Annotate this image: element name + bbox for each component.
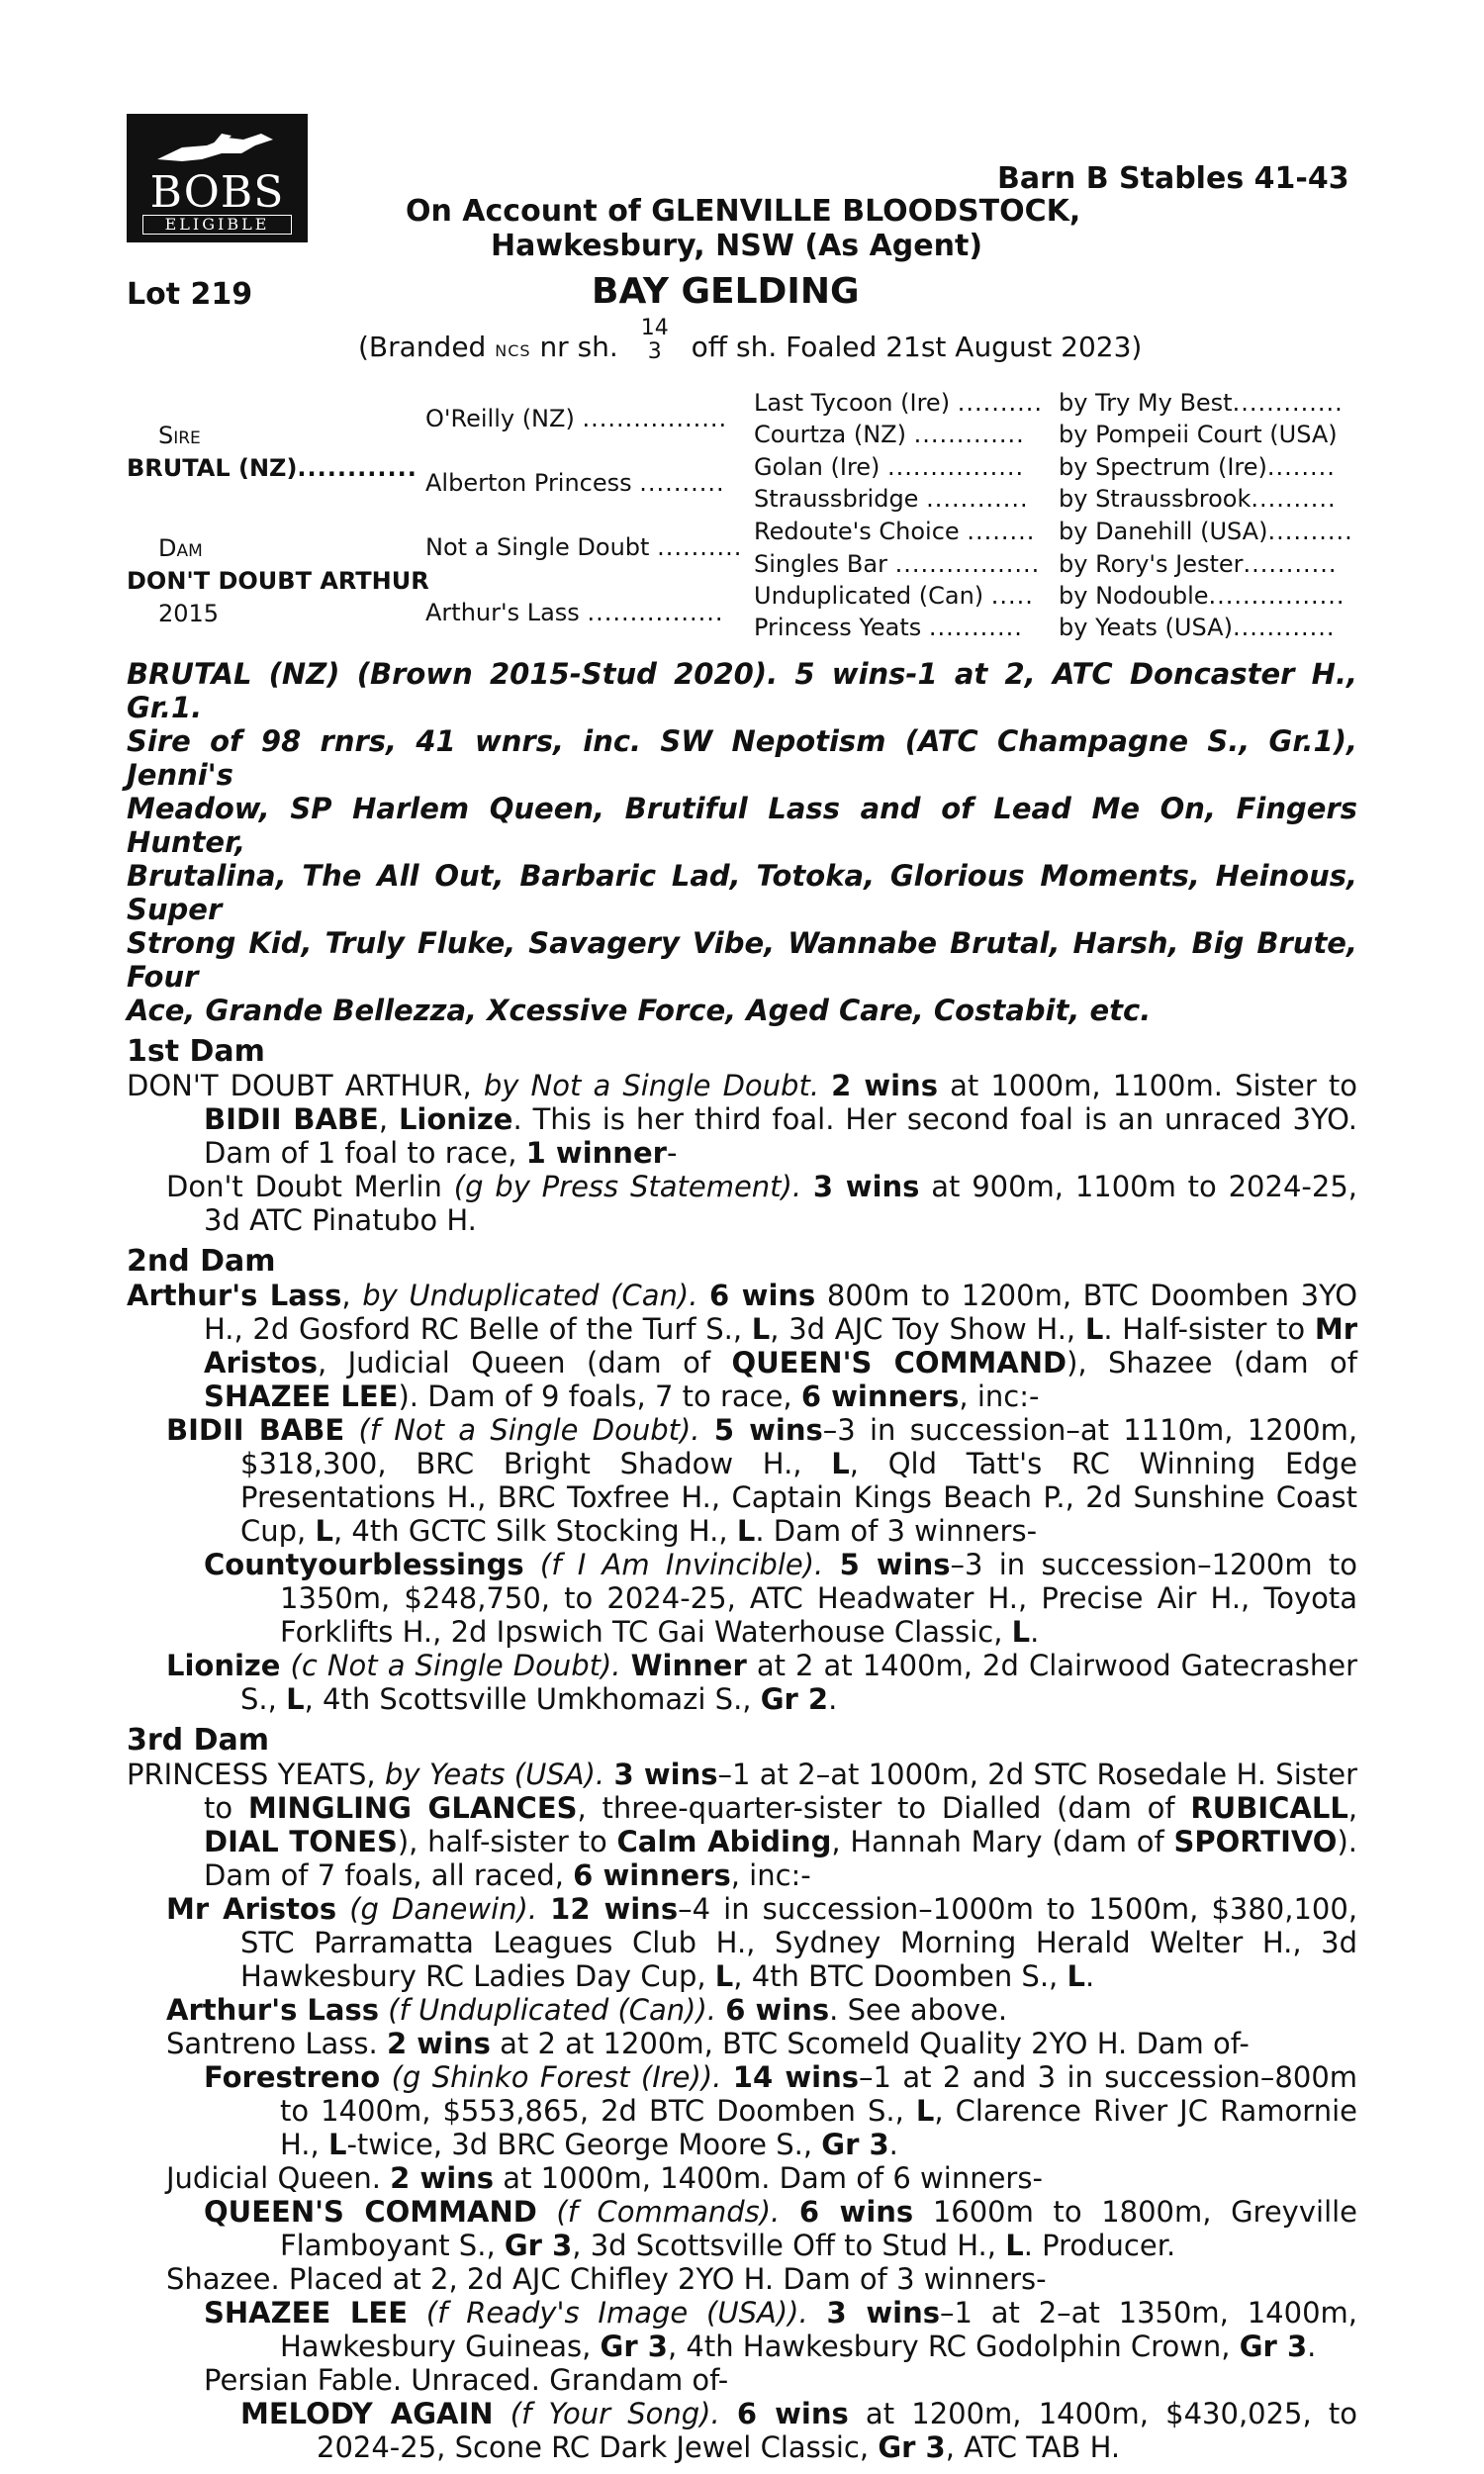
logo-subtext: ELIGIBLE <box>142 215 292 235</box>
pedigree-gen2-2: Alberton Princess .......... <box>425 469 725 497</box>
second-dam-foal-lionize: Lionize (c Not a Single Doubt). Winner at 2 at 1400m, 2d Clairwood Gatecrasher S., L, 4th Scottsville Umkhomazi S., Gr 2. <box>166 1649 1358 1716</box>
catalogue-body <box>127 657 1357 2464</box>
first-dam-entry: DON'T DOUBT ARTHUR, by Not a Single Doubt. 2 wins at 1000m, 1100m. Sister to BIDII BABE, Lionize. This is her third foal. Her second foal is an unraced 3YO. Dam of 1 foal to race, 1 winner- <box>127 1069 1358 1170</box>
logo-text: BOBS <box>149 167 285 218</box>
dam-name: DON'T DOUBT ARTHUR <box>127 567 429 595</box>
sire-label: Sire <box>158 422 201 449</box>
pedigree-gen3-2: Courtza (NZ) ............. <box>754 421 1025 448</box>
consignor-location: Hawkesbury, NSW (As Agent) <box>491 229 983 263</box>
first-dam-foal: Don't Doubt Merlin (g by Press Statement). 3 wins at 900m, 1100m to 2024-25, 3d ATC Pinatubo H. <box>166 1170 1357 1237</box>
third-dam-foal-arthurs-lass: Arthur's Lass (f Unduplicated (Can)). 6 wins. See above. <box>166 1993 1008 2027</box>
brand-fraction <box>641 317 669 364</box>
second-dam-entry: Arthur's Lass, by Unduplicated (Can). 6 wins 800m to 1200m, BTC Doomben 3YO H., 2d Gosford RC Belle of the Turf S., L, 3d AJC Toy Show H., L. Half-sister to Mr Aristos, Judicial Queen (dam of QUEEN'S COMMAND), Shazee (dam of SHAZEE LEE). Dam of 9 foals, 7 to race, 6 winners, inc:- <box>127 1279 1358 1413</box>
pedigree-gen3-8: Princess Yeats ........... <box>754 614 1023 641</box>
pedigree-gen4-1: by Try My Best............. <box>1059 389 1344 417</box>
brand-numerator: 14 <box>640 316 669 340</box>
grandfoal-shazee-lee: SHAZEE LEE (f Ready's Image (USA)). 3 wins–1 at 2–at 1350m, 1400m, Hawkesbury Guineas, Gr 3, 4th Hawkesbury RC Godolphin Crown, Gr 3. <box>204 2296 1357 2363</box>
dam-foaled-year: 2015 <box>158 600 220 627</box>
brand-prefix: (Branded <box>358 331 487 363</box>
pedigree-gen3-7: Unduplicated (Can) ..... <box>754 582 1034 610</box>
brand-near: nr sh. <box>539 331 618 363</box>
third-dam-foal-judicial-queen: Judicial Queen. 2 wins at 1000m, 1400m. Dam of 6 winners- <box>166 2161 1043 2195</box>
second-dam-heading: 2nd Dam <box>127 1244 276 1279</box>
barn-location: Barn B Stables 41-43 <box>997 161 1349 196</box>
sire-summary-line: Ace, Grande Bellezza, Xcessive Force, Aged Care, Costabit, etc. <box>127 994 1152 1027</box>
sire-summary-line: Brutalina, The All Out, Barbaric Lad, Totoka, Glorious Moments, Heinous, Super <box>127 859 1357 926</box>
sire-summary-line: Strong Kid, Truly Fluke, Savagery Vibe, Wannabe Brutal, Harsh, Big Brute, Four <box>127 926 1357 994</box>
bobs-eligible-logo <box>127 114 308 242</box>
dam-label: Dam <box>158 534 203 562</box>
pedigree-gen4-3: by Spectrum (Ire)........ <box>1059 453 1336 481</box>
third-dam-foal-mr-aristos: Mr Aristos (g Danewin). 12 wins–4 in succession–1000m to 1500m, $380,100, STC Parramatta Leagues Club H., Sydney Morning Herald Welter H., 3d Hawkesbury RC Ladies Day Cup, L, 4th BTC Doomben S., L. <box>166 1892 1358 1993</box>
sire-summary-line: Meadow, SP Harlem Queen, Brutiful Lass and of Lead Me On, Fingers Hunter, <box>127 792 1357 859</box>
pedigree-gen2-4: Arthur's Lass ................ <box>425 599 724 626</box>
grandfoal-queens-command: QUEEN'S COMMAND (f Commands). 6 wins 1600m to 1800m, Greyville Flamboyant S., Gr 3, 3d Scottsville Off to Stud H., L. Producer. <box>204 2195 1358 2262</box>
horse-and-jockey-icon <box>152 130 281 169</box>
pedigree-gen4-4: by Straussbrook.......... <box>1059 485 1337 513</box>
pedigree-gen4-7: by Nodouble................ <box>1059 582 1345 610</box>
pedigree-gen3-5: Redoute's Choice ........ <box>754 518 1036 545</box>
brand-off-foaled: off sh. Foaled 21st August 2023) <box>691 331 1143 363</box>
brand-denominator: 3 <box>647 339 662 364</box>
third-dam-foal-shazee: Shazee. Placed at 2, 2d AJC Chifley 2YO H. Dam of 3 winners- <box>166 2262 1047 2296</box>
sire-summary-line: Sire of 98 rnrs, 41 wnrs, inc. SW Nepotism (ATC Champagne S., Gr.1), Jenni's <box>127 724 1357 792</box>
second-dam-foal-bidii-babe: BIDII BABE (f Not a Single Doubt). 5 wins–3 in succession–at 1110m, 1200m, $318,300, BRC Bright Shadow H., L, Qld Tatt's RC Winning Edge Presentations H., BRC Toxfree H., Captain Kings Beach P., 2d Sunshine Coast Cup, L, 4th GCTC Silk Stocking H., L. Dam of 3 winners- <box>166 1413 1358 1548</box>
brand-line <box>358 316 1143 372</box>
sire-summary-line: BRUTAL (NZ) (Brown 2015-Stud 2020). 5 wins-1 at 2, ATC Doncaster H., Gr.1. <box>127 657 1357 724</box>
pedigree-gen4-6: by Rory's Jester........... <box>1059 550 1338 578</box>
pedigree-gen3-4: Straussbridge ............ <box>754 485 1029 513</box>
sire-summary <box>127 657 1357 1027</box>
great-grandfoal-melody-again: MELODY AGAIN (f Your Song). 6 wins at 1200m, 1400m, $430,025, to 2024-25, Scone RC Dark Jewel Classic, Gr 3, ATC TAB H. <box>240 2397 1358 2464</box>
pedigree-gen3-1: Last Tycoon (Ire) .......... <box>754 389 1043 417</box>
third-dam-entry: PRINCESS YEATS, by Yeats (USA). 3 wins–1 at 2–at 1000m, 2d STC Rosedale H. Sister to MINGLING GLANCES, three-quarter-sister to Dialled (dam of RUBICALL, DIAL TONES), half-sister to Calm Abiding, Hannah Mary (dam of SPORTIVO). Dam of 7 foals, all raced, 6 winners, inc:- <box>127 1758 1358 1892</box>
pedigree-gen4-5: by Danehill (USA).......... <box>1059 518 1353 545</box>
pedigree-gen3-6: Singles Bar ................. <box>754 550 1041 578</box>
lot-number: Lot 219 <box>127 277 253 312</box>
pedigree-gen3-3: Golan (Ire) ................ <box>754 453 1025 481</box>
first-dam-heading: 1st Dam <box>127 1034 265 1069</box>
horse-description: BAY GELDING <box>592 271 860 312</box>
third-dam-heading: 3rd Dam <box>127 1723 269 1758</box>
grandfoal-forestreno: Forestreno (g Shinko Forest (Ire)). 14 wins–1 at 2 and 3 in succession–800m to 1400m, $553,865, 2d BTC Doomben S., L, Clarence River JC Ramornie H., L-twice, 3d BRC George Moore S., Gr 3. <box>204 2060 1358 2161</box>
third-dam-foal-santreno-lass: Santreno Lass. 2 wins at 2 at 1200m, BTC Scomeld Quality 2YO H. Dam of- <box>166 2027 1250 2060</box>
consignor: On Account of GLENVILLE BLOODSTOCK, <box>406 194 1081 229</box>
third-dam-foal-persian-fable: Persian Fable. Unraced. Grandam of- <box>204 2363 729 2397</box>
grandfoal-countyourblessings: Countyourblessings (f I Am Invincible). 5 wins–3 in succession–1200m to 1350m, $248,750, to 2024-25, ATC Headwater H., Precise Air H., Toyota Forklifts H., 2d Ipswich TC Gai Waterhouse Classic, L. <box>204 1548 1358 1649</box>
pedigree-gen4-8: by Yeats (USA)............ <box>1059 614 1336 641</box>
pedigree-gen2-1: O'Reilly (NZ) ................. <box>425 405 728 432</box>
sire-name: BRUTAL (NZ)............ <box>127 454 417 482</box>
brand-mark: NCS <box>495 341 531 360</box>
pedigree-gen2-3: Not a Single Doubt .......... <box>425 533 743 561</box>
pedigree-gen4-2: by Pompeii Court (USA) <box>1059 421 1338 448</box>
